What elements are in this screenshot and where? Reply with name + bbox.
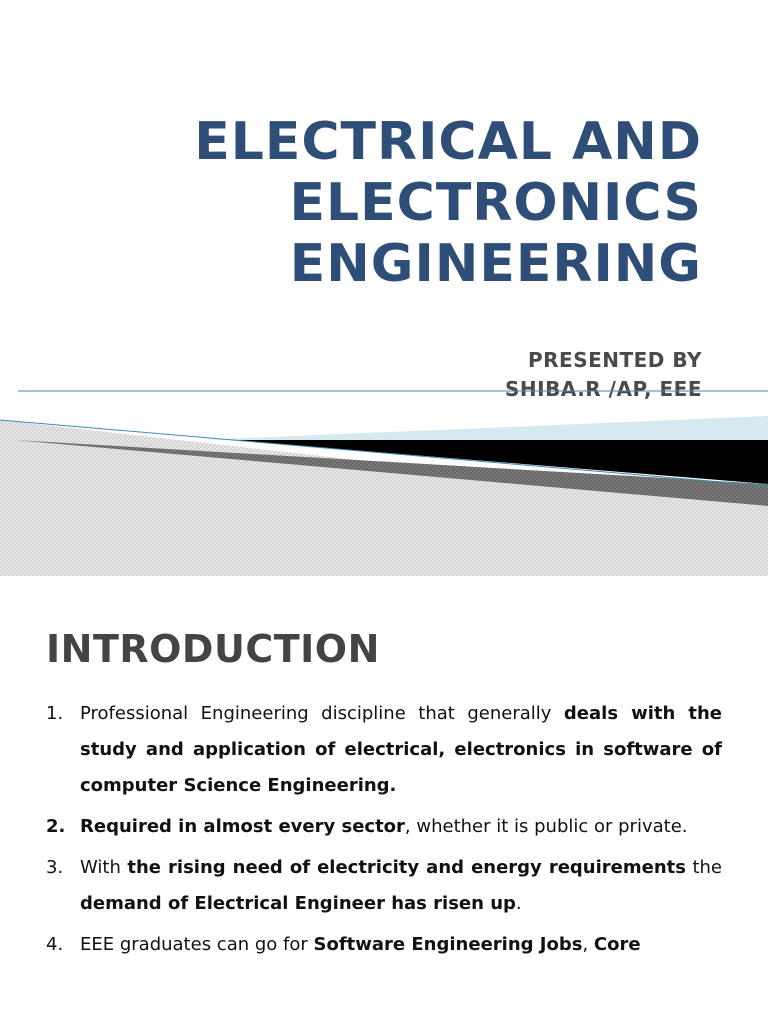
list-item-number: 2.	[46, 816, 66, 837]
item-text-bold: Software Engineering Jobs	[313, 934, 583, 955]
item-text-bold: demand of Electrical Engineer has risen up	[80, 893, 516, 914]
item-text: ,	[582, 934, 594, 955]
item-text: .	[515, 893, 522, 914]
title-line-1: ELECTRICAL AND	[194, 112, 702, 172]
title-line-3: ENGINEERING	[289, 234, 702, 294]
decorative-bands	[0, 380, 768, 576]
item-text-bold: Required in almost every sector	[80, 816, 405, 837]
item-text: the	[685, 857, 722, 878]
title-line-2: ELECTRONICS	[289, 173, 702, 233]
introduction-heading: INTRODUCTION	[46, 627, 380, 671]
list-item-number: 1.	[46, 703, 64, 724]
item-text: EEE graduates can go for	[80, 934, 314, 955]
introduction-slide	[0, 576, 768, 1024]
light-blue-band	[200, 416, 768, 440]
list-item	[46, 927, 722, 963]
item-text: Professional Engineering discipline that generally	[80, 703, 564, 724]
presenter-label: PRESENTED BY	[527, 348, 702, 372]
introduction-list	[46, 696, 722, 968]
list-item	[46, 850, 722, 922]
list-item-number: 3.	[46, 857, 64, 878]
list-item	[46, 809, 722, 845]
list-item-number: 4.	[46, 934, 64, 955]
item-text-bold: Core	[593, 934, 641, 955]
item-text-bold: deals with the study and application of electrical, electronics in software of computer Science Engineering.	[80, 703, 722, 796]
item-text: With	[80, 857, 128, 878]
list-item	[46, 696, 722, 804]
presenter-name: SHIBA.R /AP, EEE	[505, 377, 702, 401]
slide-title	[62, 112, 702, 295]
item-text: , whether it is public or private.	[404, 816, 688, 837]
item-text-bold: the rising need of electricity and energy requirements	[127, 857, 686, 878]
